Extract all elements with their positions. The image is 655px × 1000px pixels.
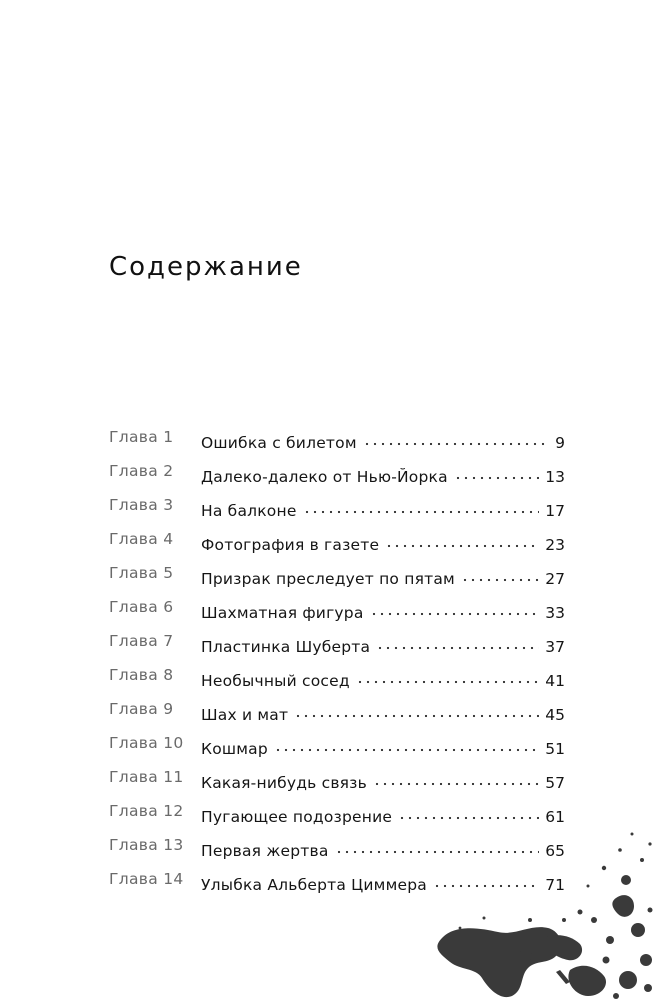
- toc-row: [109, 596, 565, 630]
- chapter-title: Шахматная фигура: [201, 604, 364, 622]
- chapter-title: Далеко-далеко от Нью-Йорка: [201, 468, 448, 486]
- toc-row: [109, 460, 565, 494]
- chapter-title: Какая-нибудь связь: [201, 774, 367, 792]
- toc-entry[interactable]: [201, 494, 565, 522]
- dot-leader: [294, 698, 539, 720]
- toc-row: [109, 664, 565, 698]
- chapter-title: Фотография в газете: [201, 536, 380, 554]
- page-number: 51: [545, 740, 565, 758]
- toc-entry[interactable]: [201, 596, 565, 624]
- page-number: 61: [545, 808, 565, 826]
- dot-leader: [274, 732, 539, 754]
- chapter-title: Кошмар: [201, 740, 268, 758]
- chapter-label: Глава 10: [109, 734, 184, 752]
- chapter-label: Глава 14: [109, 870, 184, 888]
- chapter-title: Пластинка Шуберта: [201, 638, 371, 656]
- dot-leader: [376, 630, 539, 652]
- toc-entry[interactable]: [201, 528, 565, 556]
- toc-row: [109, 528, 565, 562]
- toc-row: [109, 698, 565, 732]
- toc-row: [109, 426, 565, 460]
- toc-entry[interactable]: [201, 562, 565, 590]
- chapter-label: Глава 11: [109, 768, 184, 786]
- dot-leader: [363, 426, 549, 448]
- page-number: 33: [545, 604, 565, 622]
- chapter-label: Глава 13: [109, 836, 184, 854]
- chapter-label: Глава 7: [109, 632, 174, 650]
- dot-leader: [370, 596, 540, 618]
- page-number: 9: [555, 434, 565, 452]
- page-number: 57: [545, 774, 565, 792]
- page-number: 65: [545, 842, 565, 860]
- toc-entry[interactable]: [201, 426, 565, 454]
- toc-row: [109, 562, 565, 596]
- dot-leader: [398, 800, 539, 822]
- page-title: Содержание: [109, 252, 303, 282]
- chapter-label: Глава 12: [109, 802, 184, 820]
- toc-entry[interactable]: [201, 630, 565, 658]
- page-number: 13: [545, 468, 565, 486]
- chapter-title: Необычный сосед: [201, 672, 350, 690]
- chapter-label: Глава 2: [109, 462, 174, 480]
- page-number: 23: [545, 536, 565, 554]
- chapter-title: Шах и мат: [201, 706, 289, 724]
- toc-entry[interactable]: [201, 698, 565, 726]
- chapter-title: Призрак преследует по пятам: [201, 570, 455, 588]
- dot-leader: [461, 562, 539, 584]
- chapter-label: Глава 9: [109, 700, 174, 718]
- toc-entry[interactable]: [201, 460, 565, 488]
- toc-row: [109, 630, 565, 664]
- chapter-label: Глава 3: [109, 496, 174, 514]
- toc-entry[interactable]: [201, 766, 565, 794]
- chapter-label: Глава 5: [109, 564, 174, 582]
- chapter-label: Глава 4: [109, 530, 174, 548]
- page-number: 71: [545, 876, 565, 894]
- toc-row: [109, 766, 565, 800]
- toc-row: [109, 494, 565, 528]
- dot-leader: [373, 766, 539, 788]
- toc-row: [109, 732, 565, 766]
- page-number: 27: [545, 570, 565, 588]
- chapter-title: Улыбка Альберта Циммера: [201, 876, 427, 894]
- page-number: 17: [545, 502, 565, 520]
- chapter-title: Ошибка с билетом: [201, 434, 357, 452]
- toc-entry[interactable]: [201, 732, 565, 760]
- dot-leader: [385, 528, 539, 550]
- chapter-title: Пугающее подозрение: [201, 808, 393, 826]
- dot-leader: [356, 664, 539, 686]
- ink-splatter-icon: [420, 820, 655, 1000]
- chapter-title: На балконе: [201, 502, 297, 520]
- dot-leader: [454, 460, 539, 482]
- chapter-label: Глава 8: [109, 666, 174, 684]
- chapter-title: Первая жертва: [201, 842, 329, 860]
- page-number: 37: [545, 638, 565, 656]
- dot-leader: [303, 494, 540, 516]
- page-number: 41: [545, 672, 565, 690]
- chapter-label: Глава 1: [109, 428, 174, 446]
- page-number: 45: [545, 706, 565, 724]
- chapter-label: Глава 6: [109, 598, 174, 616]
- toc-entry[interactable]: [201, 664, 565, 692]
